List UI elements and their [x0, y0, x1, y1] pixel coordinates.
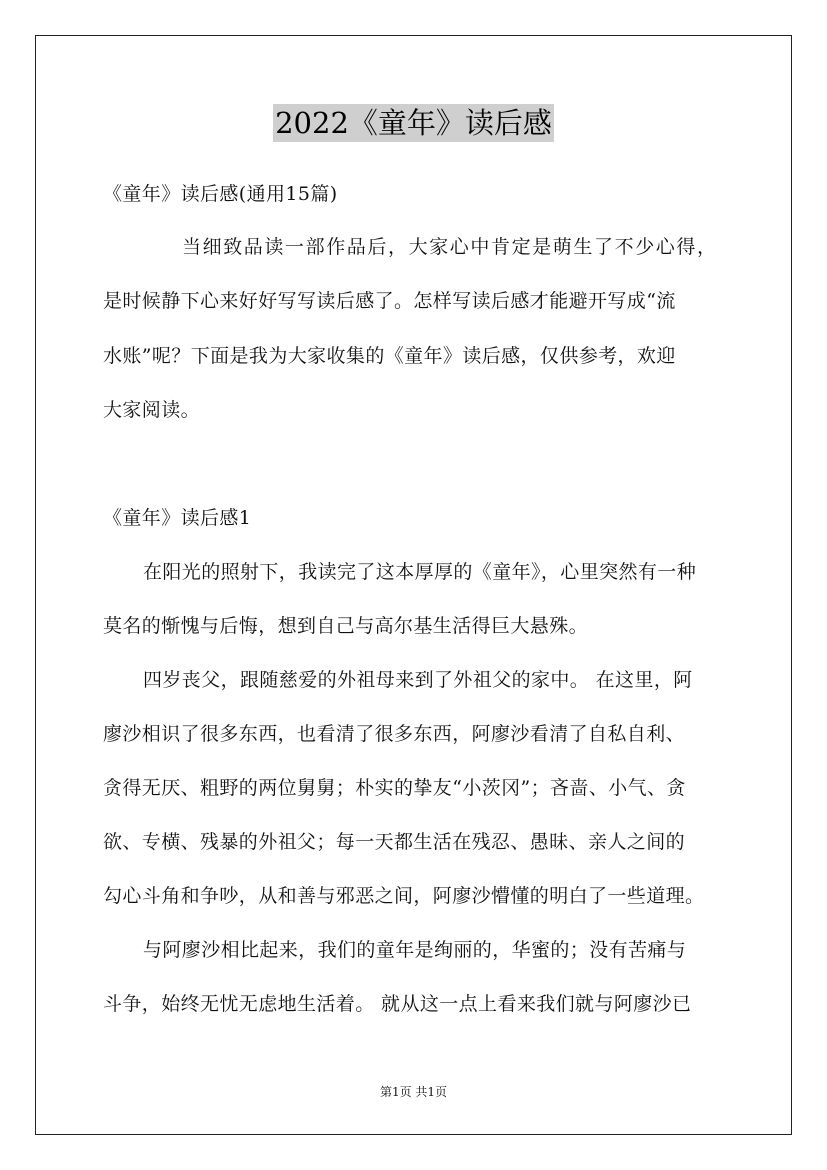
intro-line-1: 当细致品读一部作品后，大家心中肯定是萌生了不少心得， [182, 236, 718, 258]
body-line-8: 与阿廖沙相比起来，我们的童年是绚丽的，华蜜的；没有苦痛与 [143, 939, 687, 961]
document-title: 2022《童年》读后感 [275, 106, 552, 140]
document-title-wrapper [0, 104, 827, 142]
body-line-3: 四岁丧父，跟随慈爱的外祖母来到了外祖父的家中。 在这里，阿 [143, 669, 693, 691]
body-line-5: 贪得无厌、粗野的两位舅舅；朴实的挚友“小茨冈”；吝啬、小气、贪 [103, 777, 686, 799]
body-line-6: 欲、专横、残暴的外祖父；每一天都生活在残忍、愚昧、亲人之间的 [103, 831, 686, 853]
intro-line-3: 水账”呢？下面是我为大家收集的《童年》读后感，仅供参考，欢迎 [103, 345, 676, 367]
section-heading: 《童年》读后感1 [103, 507, 252, 529]
body-line-1: 在阳光的照射下，我读完了这本厚厚的《童年》，心里突然有一种 [143, 561, 697, 583]
body-line-9: 斗争，始终无忧无虑地生活着。 就从这一点上看来我们就与阿廖沙已 [103, 993, 692, 1015]
document-subtitle: 《童年》读后感(通用15篇) [103, 183, 338, 205]
page-number-footer: 第1页 共1页 [379, 1085, 448, 1099]
body-line-7: 勾心斗角和争吵，从和善与邪恶之间，阿廖沙懵懂的明白了一些道理。 [103, 885, 705, 907]
intro-line-2: 是时候静下心来好好写写读后感了。怎样写读后感才能避开写成“流 [103, 290, 676, 312]
body-line-2: 莫名的惭愧与后悔，想到自己与高尔基生活得巨大悬殊。 [103, 615, 589, 637]
body-line-4: 廖沙相识了很多东西，也看清了很多东西，阿廖沙看清了自私自利、 [103, 723, 686, 745]
intro-line-4: 大家阅读。 [103, 399, 201, 421]
